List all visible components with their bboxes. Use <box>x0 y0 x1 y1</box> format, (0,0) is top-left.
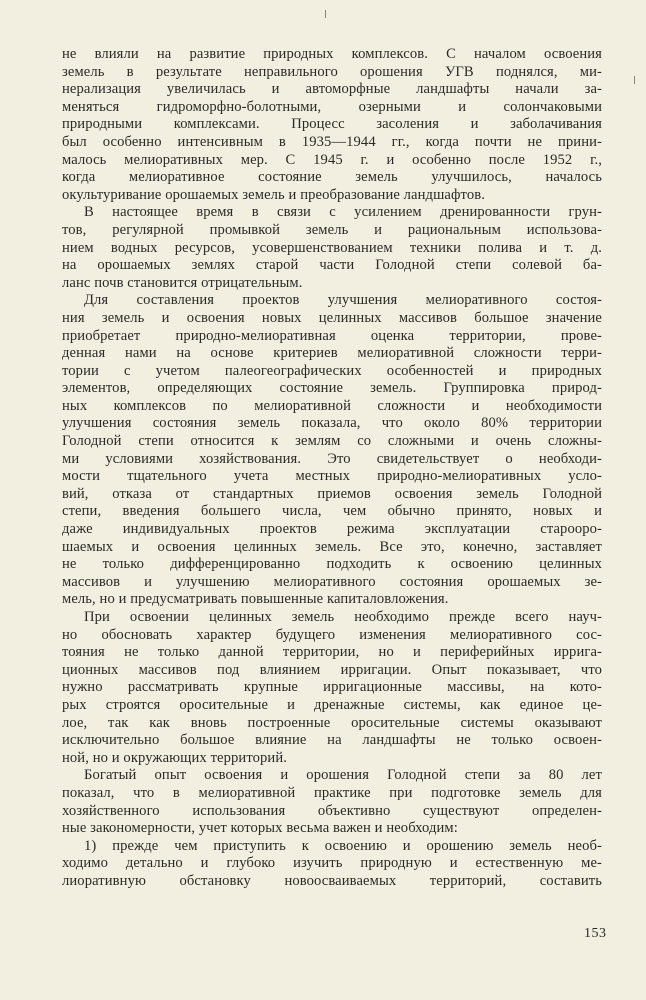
text-line: меняться гидроморфно-болотными, озерными и солончаковыми <box>62 98 602 115</box>
paragraph <box>62 292 602 609</box>
text-line: мель, но и предусматривать повышенные капиталовложения. <box>62 591 449 608</box>
text-line: ния земель и освоения новых целинных массивов большое значение <box>62 309 602 326</box>
text-line: тояния не только данной территории, но и периферийных ирригa- <box>62 644 602 661</box>
text-line: Для составления проектов улучшения мелиоративного состоя- <box>84 292 602 309</box>
text-line: тов, регулярной промывкой земель и рациональным использова- <box>62 221 602 238</box>
text-line: лое, так как вновь построенные оросительные системы оказывают <box>62 714 602 731</box>
text-line: ные закономерности, учет которых весьма важен и необходим: <box>62 820 458 837</box>
text-line: массивов и улучшению мелиоративного состояния орошаемых зе- <box>62 573 602 590</box>
text-line: денная нами на основе критериев мелиоративной сложности терри- <box>62 345 602 362</box>
text-line: лиоративную обстановку новоосваиваемых территорий, составить <box>62 872 602 889</box>
text-line: мости тщательного учета местных природно-мелиоративных усло- <box>62 468 602 485</box>
text-line: но обосновать характер будущего изменения мелиоративного сос- <box>62 626 602 643</box>
paragraph <box>62 838 602 891</box>
text-line: земель в результате неправильного орошения УГВ поднялся, ми- <box>62 63 602 80</box>
text-line: Богатый опыт освоения и орошения Голодной степи за 80 лет <box>84 767 602 784</box>
paragraph <box>62 204 602 292</box>
text-line: нерализация увеличилась и автоморфные ландшафты начали за- <box>62 81 602 98</box>
paragraph <box>62 767 602 837</box>
text-line: приобретает природно-мелиоративная оценка территории, прове- <box>62 327 602 344</box>
text-line: окультуривание орошаемых земель и преобразование ландшафтов. <box>62 186 485 203</box>
text-line: на орошаемых землях старой части Голодной степи солевой ба- <box>62 257 602 274</box>
text-line: хозяйственного использования объективно существуют определен- <box>62 802 602 819</box>
scan-mark <box>325 10 326 18</box>
text-line: показал, что в мелиоративной практике при подготовке земель для <box>62 784 602 801</box>
text-line: При освоении целинных земель необходимо прежде всего науч- <box>84 609 602 625</box>
text-line: элементов, определяющих состояние земель. Группировка природ- <box>62 380 602 397</box>
text-line: малось мелиоративных мер. С 1945 г. и особенно после 1952 г., <box>62 151 602 168</box>
text-line: Голодной степи относится к землям со сложными и очень сложны- <box>62 433 602 450</box>
text-line: когда мелиоративное состояние земель улучшилось, началось <box>62 169 602 186</box>
text-line: В настоящее время в связи с усилением дренированности грун- <box>84 204 602 221</box>
text-line: природными комплексами. Процесс засоления и заболачивания <box>62 116 602 133</box>
text-line: был особенно интенсивным в 1935—1944 гг., когда почти не прини- <box>62 133 602 150</box>
text-line: не влияли на развитие природных комплексов. С началом освоения <box>62 46 602 62</box>
page-body <box>62 46 602 891</box>
text-line: ной, но и окружающих территорий. <box>62 749 287 766</box>
text-line: шаемых и освоения целинных земель. Все это, конечно, заставляет <box>62 538 602 555</box>
text-line: исключительно большое влияние на ландшафты не только освоен- <box>62 732 602 749</box>
text-line: тории с учетом палеогеографических особенностей и природных <box>62 362 602 379</box>
text-line: ми условиями хозяйствования. Это свидетельствует о необходи- <box>62 450 602 467</box>
scan-mark <box>634 76 635 84</box>
text-line: даже индивидуальных проектов режима эксплуатации староoро- <box>62 521 602 538</box>
text-line: не только дифференцированно подходить к освоению целинных <box>62 556 602 573</box>
text-line: ных комплексов по мелиоративной сложности и необходимости <box>62 397 602 414</box>
page-number: 153 <box>584 926 607 941</box>
text-line: ходимо детально и глубоко изучить природную и естественную ме- <box>62 855 602 872</box>
text-line: нужно рассматривать крупные ирригационные массивы, на кото- <box>62 679 602 696</box>
paragraph <box>62 609 602 767</box>
text-line: ционных массивов под влиянием ирригации. Опыт показывает, что <box>62 661 602 678</box>
text-line: рых строятся оросительные и дренажные системы, как единое це- <box>62 696 602 713</box>
text-line: нием водных ресурсов, усовершенствованием техники полива и т. д. <box>62 239 602 256</box>
text-line: 1) прежде чем приступить к освоению и орошению земель необ- <box>84 837 602 854</box>
text-line: вий, отказа от стандартных приемов освоения земель Голодной <box>62 485 602 502</box>
text-line: улучшения состояния земель показала, что около 80% территории <box>62 415 602 432</box>
paragraph <box>62 46 602 204</box>
text-line: ланс почв становится отрицательным. <box>62 274 303 291</box>
text-line: степи, введения большего числа, чем обычно принято, новых и <box>62 503 602 520</box>
